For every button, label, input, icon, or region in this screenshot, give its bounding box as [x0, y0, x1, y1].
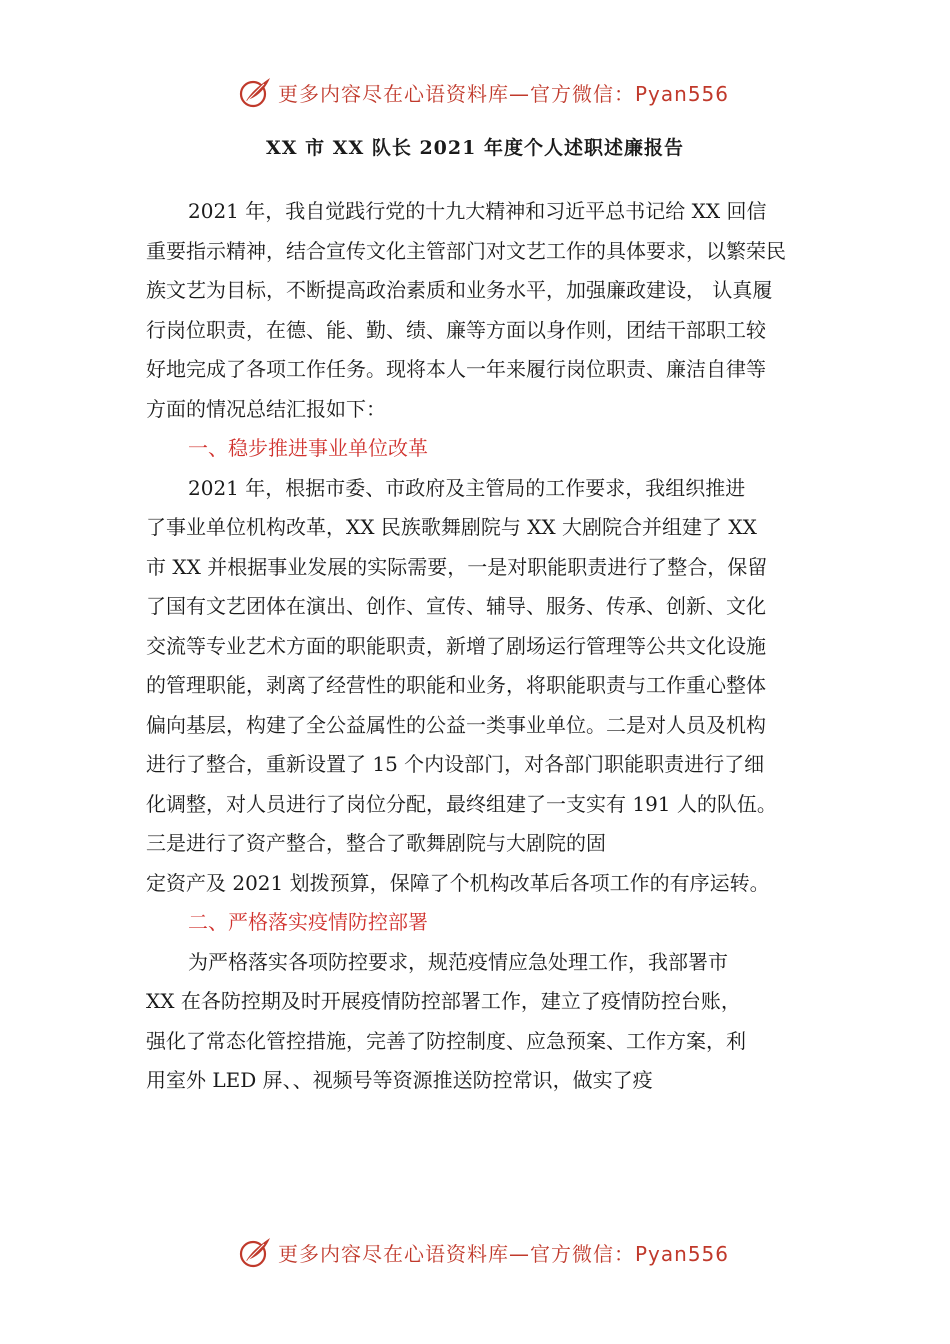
- text-line: 行岗位职责，在德、能、勤、绩、廉等方面以身作则，团结干部职工较: [146, 317, 766, 342]
- reform-paragraph: [146, 469, 836, 904]
- document-body: [146, 192, 836, 1101]
- text-line: 市 XX 并根据事业发展的实际需要，一是对职能职责进行了整合，保留: [146, 554, 768, 579]
- banner-text: 更多内容尽在心语资料库—官方微信：Pyan556: [278, 1241, 730, 1266]
- text-line: 定资产及 2021 划拨预算，保障了个机构改革后各项工作的有序运转。: [146, 870, 770, 895]
- text-line: XX 在各防控期及时开展疫情防控部署工作，建立了疫情防控台账，: [146, 989, 741, 1013]
- text-line: 化调整，对人员进行了岗位分配，最终组建了一支实有 191 人的队伍。: [146, 791, 777, 816]
- text-line: 进行了整合，重新设置了 15 个内设部门，对各部门职能职责进行了细: [146, 752, 765, 776]
- section-heading-2: 二、严格落实疫情防控部署: [188, 910, 428, 934]
- text-line: 重要指示精神，结合宣传文化主管部门对文艺工作的具体要求，以繁荣民: [146, 238, 786, 263]
- text-line: 了国有文艺团体在演出、创作、宣传、辅导、服务、传承、创新、文化: [146, 594, 766, 618]
- banner-text: 更多内容尽在心语资料库—官方微信：Pyan556: [278, 81, 730, 106]
- text-line: 2021 年，我自觉践行党的十九大精神和习近平总书记给 XX 回信: [188, 199, 767, 223]
- text-line: 用室外 LED 屏、、视频号等资源推送防控常识，做实了疫: [146, 1068, 653, 1092]
- feather-logo-icon: [238, 1235, 272, 1269]
- epidemic-paragraph: [146, 943, 836, 1101]
- text-line: 三是进行了资产整合，整合了歌舞剧院与大剧院的固: [146, 831, 606, 855]
- text-line: 方面的情况总结汇报如下：: [146, 396, 386, 421]
- text-line: 偏向基层，构建了全公益属性的公益一类事业单位。二是对人员及机构: [146, 712, 766, 737]
- text-line: 强化了常态化管控措施，完善了防控制度、应急预案、工作方案，利: [146, 1028, 746, 1053]
- footer-banner: [238, 1234, 758, 1270]
- section-heading-1: 一、稳步推进事业单位改革: [188, 436, 428, 460]
- text-line: 好地完成了各项工作任务。现将本人一年来履行岗位职责、廉洁自律等: [146, 357, 766, 381]
- feather-logo-icon: [238, 75, 272, 109]
- page-title: XX 市 XX 队长 2021 年度个人述职述廉报告: [266, 137, 684, 159]
- text-line: 2021 年，根据市委、市政府及主管局的工作要求，我组织推进: [188, 475, 746, 500]
- text-line: 族文艺为目标，不断提高政治素质和业务水平，加强廉政建设， 认真履: [146, 278, 773, 302]
- text-line: 交流等专业艺术方面的职能职责，新增了剧场运行管理等公共文化设施: [146, 633, 766, 658]
- header-banner: [238, 74, 758, 110]
- text-line: 的管理职能，剥离了经营性的职能和业务，将职能职责与工作重心整体: [146, 673, 766, 697]
- text-line: 为严格落实各项防控要求，规范疫情应急处理工作，我部署市: [188, 949, 728, 974]
- text-line: 了事业单位机构改革，XX 民族歌舞剧院与 XX 大剧院合并组建了 XX: [146, 515, 757, 539]
- intro-paragraph: [146, 192, 836, 429]
